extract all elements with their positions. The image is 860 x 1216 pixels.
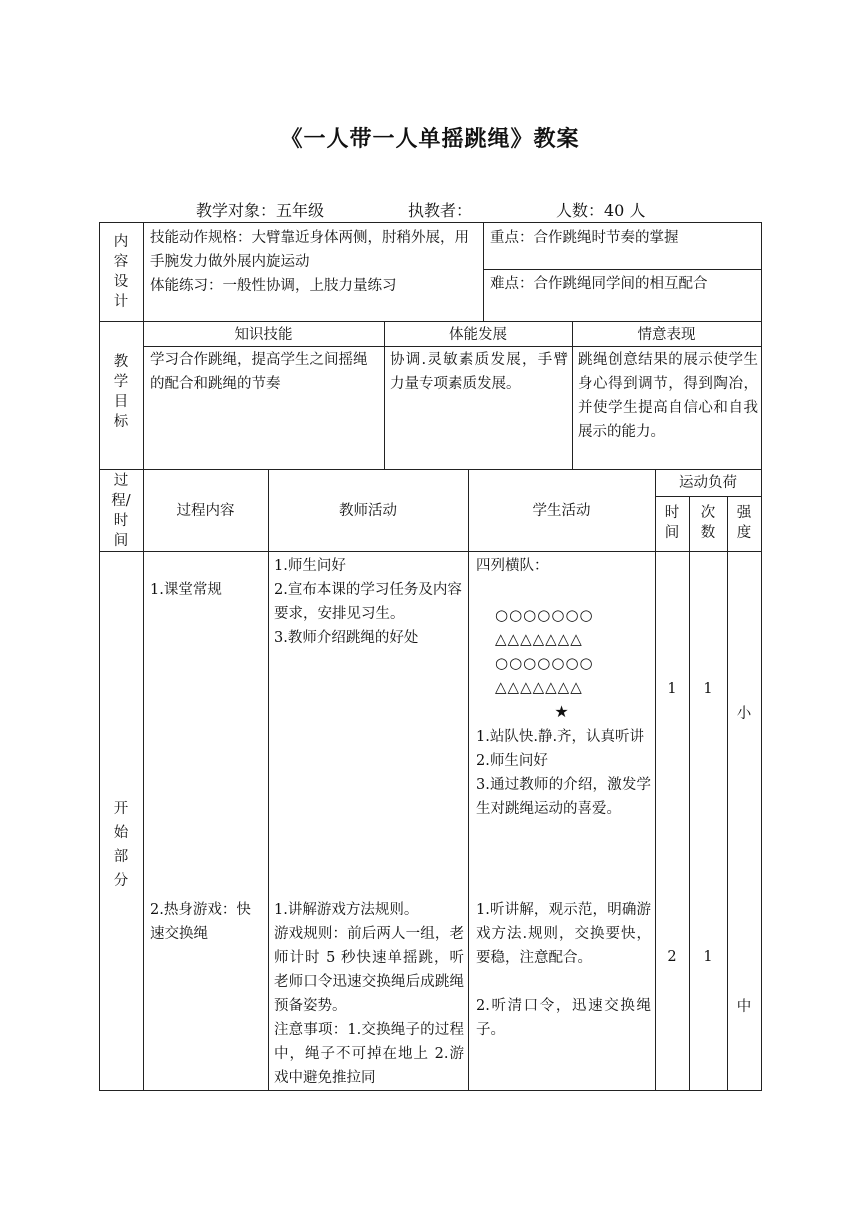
item1-teacher-activity: 1.师生问好 2.宣布本课的学习任务及内容要求，安排见习生。 3.教师介绍跳绳的好处 (274, 558, 462, 646)
item1-student-activity: 1.站队快.静.齐，认真听讲 2.师生问好 3.通过教师的介绍，激发学生对跳绳运动的喜爱。 (476, 729, 651, 817)
times-header: 次 数 (700, 505, 716, 541)
meta-teacher: 执教者： (408, 201, 473, 220)
formation-row-1: ○○○○○○○ (495, 606, 594, 624)
objective-header-knowledge: 知识技能 (234, 327, 293, 343)
process-phase-header: 过 程/ 时 间 (111, 473, 131, 549)
difficulty-point: 难点：合作跳绳同学间的相互配合 (490, 276, 708, 292)
content-design-text: 技能动作规格：大臂靠近身体两侧，肘稍外展，用手腕发力做外展内旋运动 体能练习：一般性协调，上肢力量练习 (150, 230, 469, 294)
objectives-label: 教 学 目 标 (113, 354, 129, 430)
key-point: 重点：合作跳绳时节奏的掌握 (490, 230, 679, 246)
intensity-header: 强 度 (736, 505, 752, 541)
exercise-load-header: 运动负荷 (679, 475, 737, 491)
content-design-label: 内 容 设 计 (113, 234, 129, 310)
item1-content: 1.课堂常规 (150, 582, 222, 598)
item1-intensity: 小 (736, 706, 752, 722)
teacher-position-star: ★ (554, 702, 569, 721)
item2-intensity: 中 (736, 999, 752, 1015)
item1-student-intro: 四列横队： (476, 558, 549, 574)
item2-time: 2 (667, 949, 677, 965)
objective-knowledge: 学习合作跳绳，提高学生之间摇绳的配合和跳绳的节奏 (150, 352, 368, 392)
item2-content: 2.热身游戏：快速交换绳 (150, 902, 251, 942)
start-phase-label: 开 始 部 分 (113, 801, 129, 889)
objective-affective: 跳绳创意结果的展示使学生身心得到调节，得到陶冶，并使学生提高自信心和自我展示的能力。 (578, 352, 758, 440)
meta-target: 教学对象：五年级 (196, 201, 325, 220)
item2-student-activity: 1.听讲解，观示范，明确游戏方法.规则，交换要快，要稳，注意配合。 2.听清口令，迅速交换绳子。 (476, 902, 651, 1038)
item1-time: 1 (667, 681, 677, 697)
meta-count: 人数：40 人 (556, 201, 646, 220)
formation-row-3: ○○○○○○○ (495, 654, 594, 672)
process-content-header: 过程内容 (176, 503, 235, 519)
meta-line (0, 198, 860, 222)
student-activity-header: 学生活动 (532, 503, 591, 519)
time-header: 时 间 (664, 505, 680, 541)
objective-header-fitness: 体能发展 (449, 327, 507, 343)
document-title: 《一人带一人单摇跳绳》教案 (280, 127, 580, 152)
item1-times: 1 (703, 681, 713, 697)
formation-row-2: △△△△△△△ (495, 630, 583, 648)
objective-header-affective: 情意表现 (637, 327, 696, 343)
item2-teacher-activity: 1.讲解游戏方法规则。 游戏规则：前后两人一组，老师计时 5 秒快速单摇跳，听老师口令迅速交换绳后成跳绳预备姿势。 注意事项：1.交换绳子的过程中，绳子不可掉在地上 2.游戏中避免推拉同 (274, 902, 464, 1086)
objective-fitness: 协调.灵敏素质发展，手臂力量专项素质发展。 (390, 352, 568, 392)
item2-times: 1 (703, 949, 713, 965)
formation-row-4: △△△△△△△ (495, 678, 583, 696)
teacher-activity-header: 教师活动 (339, 503, 397, 519)
